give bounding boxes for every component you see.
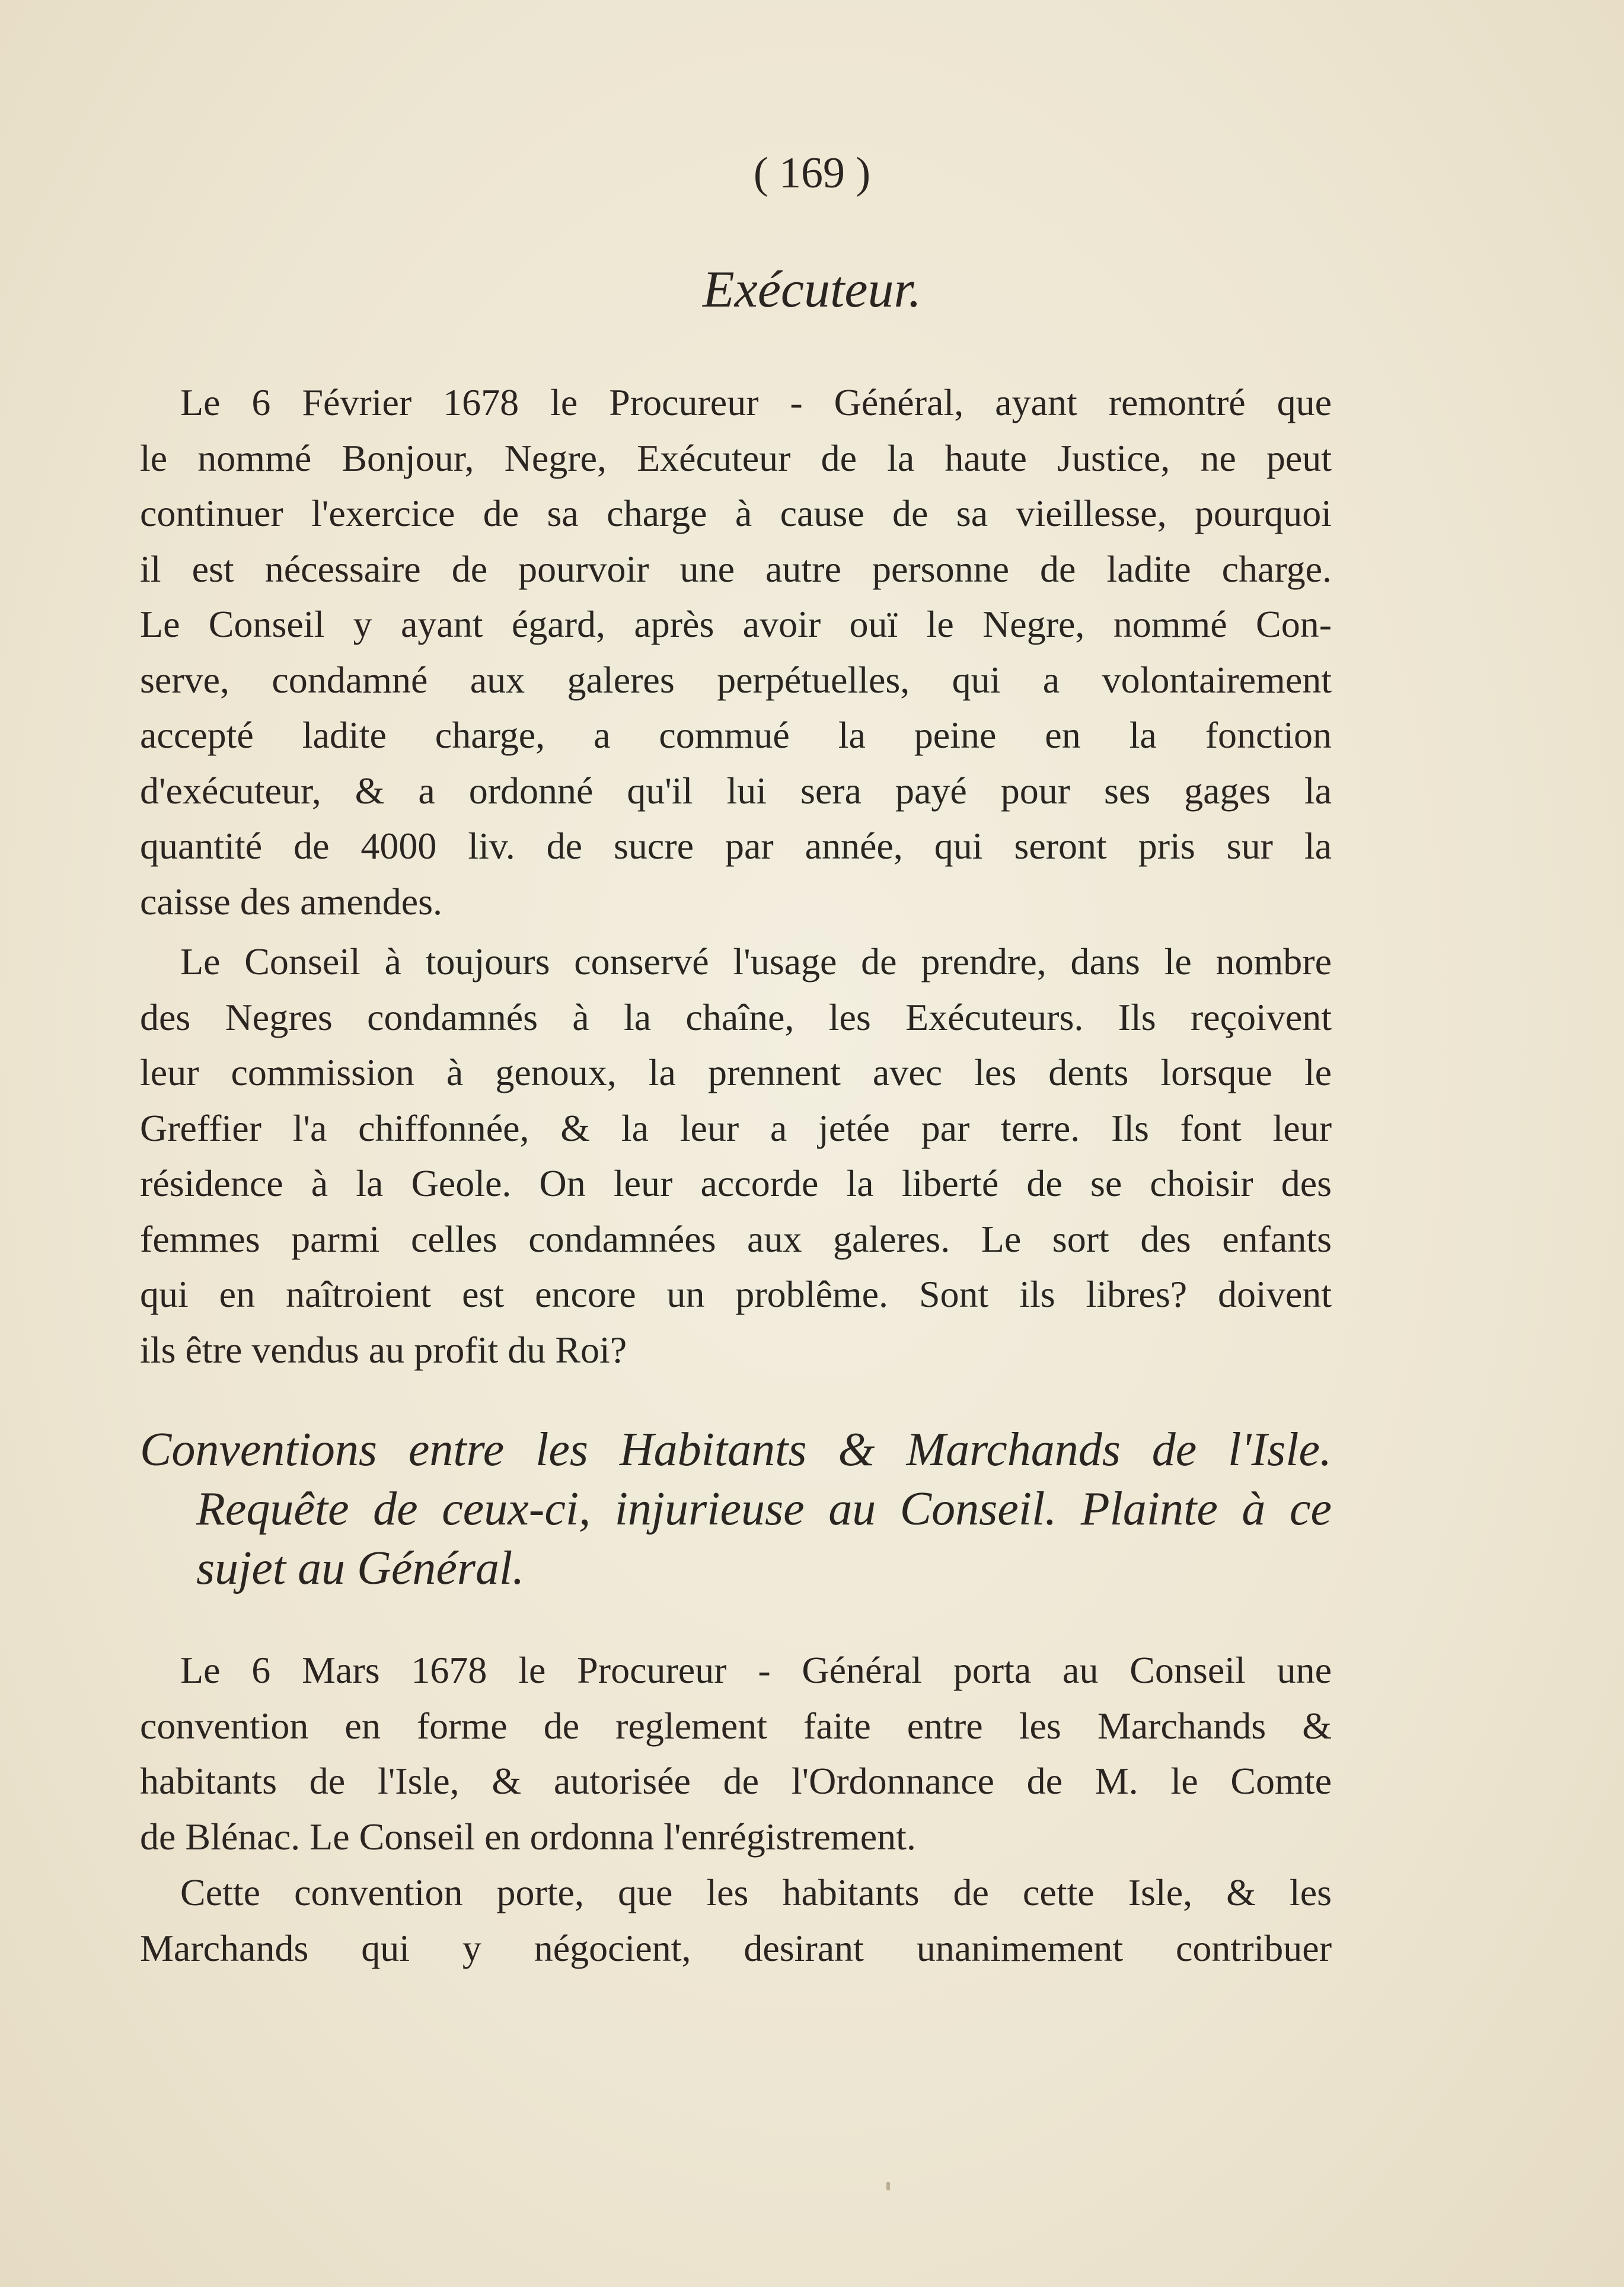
text-line: des Negres condamnés à la chaîne, les Exécuteurs. Ils reçoivent [140,996,1332,1038]
text-line: le nommé Bonjour, Negre, Exécuteur de la haute Justice, ne peut [140,436,1332,479]
text-line: de Blénac. Le Conseil en ordonna l'enrégistrement. [140,1815,916,1858]
page-number: ( 169 ) [753,149,871,197]
section-title-line: Requête de ceux-ci, injurieuse au Conseil. Plainte à ce [196,1483,1332,1535]
paragraph-convention-terms [140,1865,1332,1976]
paragraph-executeur-appointment [140,375,1332,929]
text-line: il est nécessaire de pourvoir une autre personne de ladite charge. [140,547,1332,590]
section-title-conventions [140,1420,1332,1598]
text-line: serve, condamné aux galeres perpétuelles, qui a volontairement [140,658,1332,701]
text-line: Greffier l'a chiffonnée, & la leur a jetée par terre. Ils font leur [140,1106,1332,1149]
text-line: femmes parmi celles condamnées aux galeres. Le sort des enfants [140,1217,1332,1260]
paragraph-convention-registration [140,1642,1332,1864]
text-line: Le Conseil y ayant égard, après avoir ouï le Negre, nommé Con- [140,603,1332,645]
text-line: leur commission à genoux, la prennent avec les dents lorsque le [140,1051,1332,1093]
text-line: Le 6 Février 1678 le Procureur - Général, ayant remontré que [180,381,1332,423]
text-line: Cette convention porte, que les habitants de cette Isle, & les [180,1871,1332,1913]
text-line: continuer l'exercice de sa charge à cause de sa vieillesse, pourquoi [140,492,1332,534]
text-line: ils être vendus au profit du Roi? [140,1328,627,1371]
text-line: caisse des amendes. [140,880,443,923]
text-line: accepté ladite charge, a commué la peine en la fonction [140,714,1332,756]
section-title-line: Conventions entre les Habitants & Marchands de l'Isle. [140,1424,1332,1476]
text-line: quantité de 4000 liv. de sucre par année, qui seront pris sur la [140,825,1332,867]
text-line: habitants de l'Isle, & autorisée de l'Ordonnance de M. le Comte [140,1760,1332,1802]
section-title-line: sujet au Général. [196,1542,525,1594]
section-heading-executeur: Exécuteur. [703,261,921,318]
text-line: Le 6 Mars 1678 le Procureur - Général porta au Conseil une [180,1649,1332,1691]
text-line: qui en naîtroient est encore un problême. Sont ils libres? doivent [140,1273,1332,1315]
paragraph-executeur-custom [140,934,1332,1377]
text-line: d'exécuteur, & a ordonné qu'il lui sera payé pour ses gages la [140,769,1332,812]
paper-mark [886,2182,890,2190]
text-line: Marchands qui y négocient, desirant unanimement contribuer [140,1926,1332,1969]
text-line: Le Conseil à toujours conservé l'usage de prendre, dans le nombre [180,940,1332,983]
text-line: résidence à la Geole. On leur accorde la liberté de se choisir des [140,1162,1332,1204]
text-line: convention en forme de reglement faite entre les Marchands & [140,1704,1332,1747]
